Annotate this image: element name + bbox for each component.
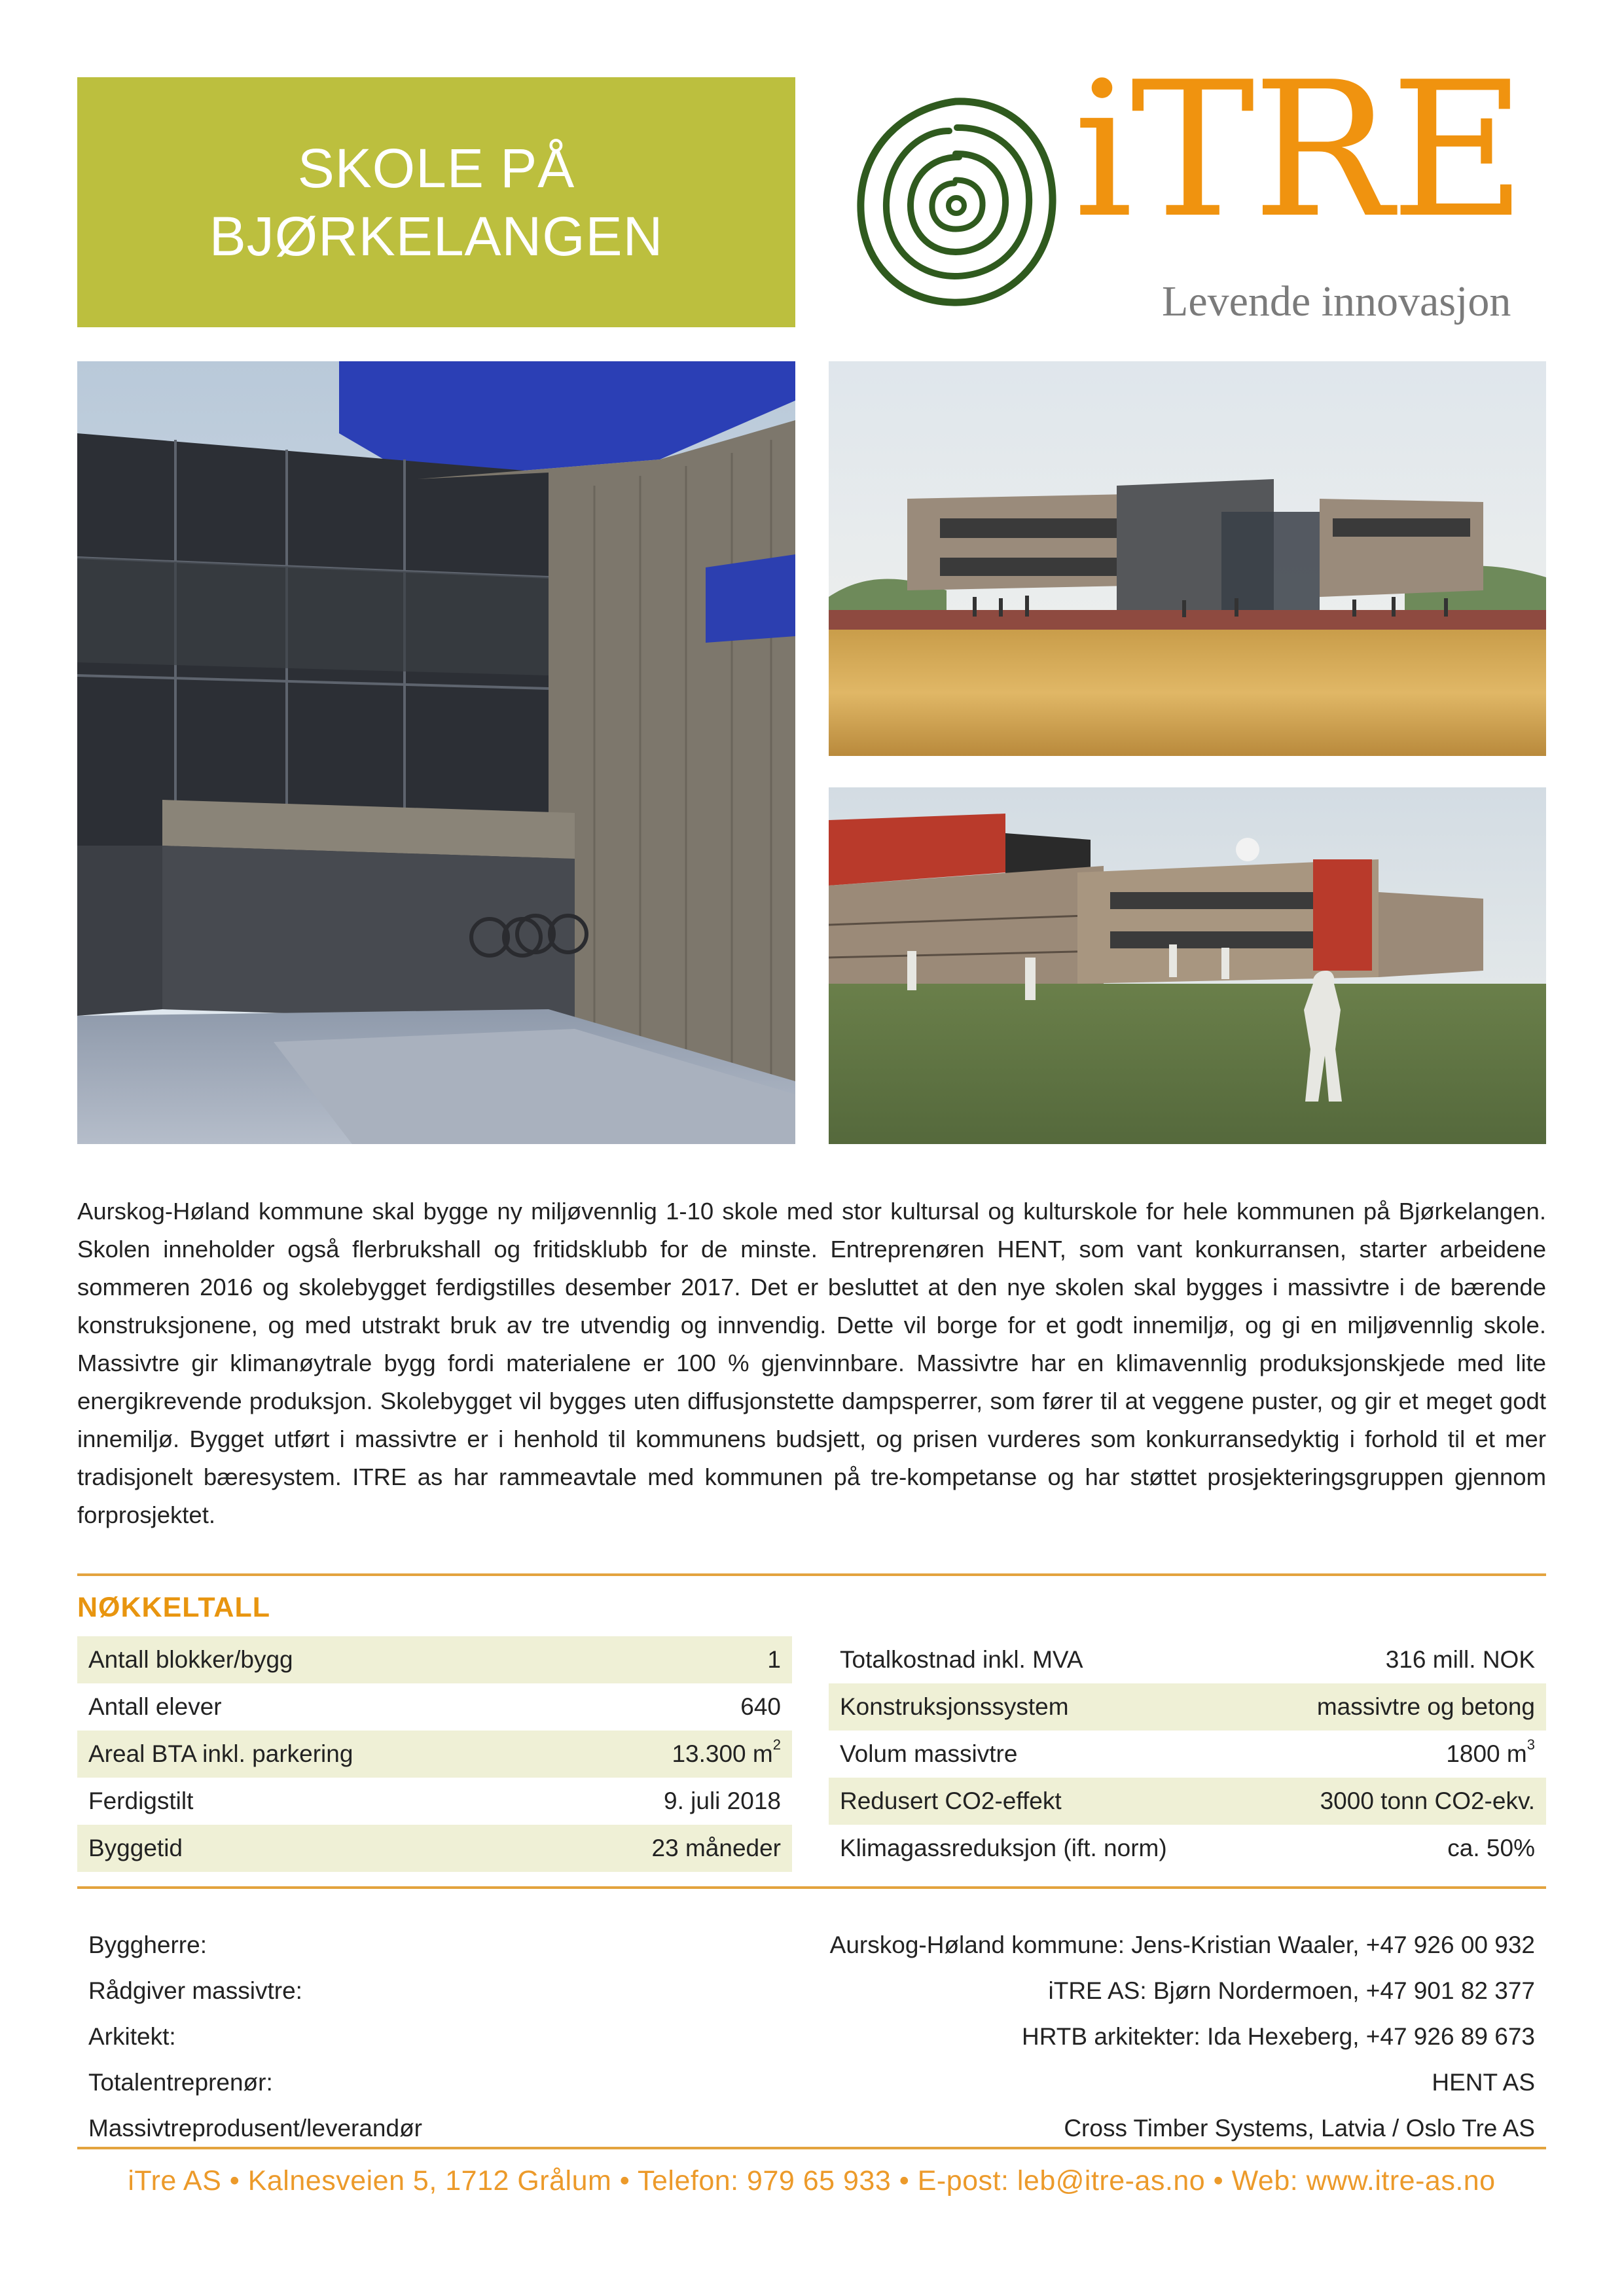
key-figure-value: 1800 $m^3$	[1446, 1736, 1535, 1767]
party-role: Totalentreprenør:	[88, 2069, 273, 2096]
key-figure-label: Konstruksjonssystem	[840, 1693, 1069, 1720]
party-name: HENT AS	[1432, 2069, 1535, 2096]
party-name: Cross Timber Systems, Latvia / Oslo Tre AS	[1064, 2115, 1535, 2142]
spiral-rings-icon	[844, 85, 1067, 321]
key-figure-row	[829, 1825, 1546, 1872]
courtyard-render-image	[77, 361, 795, 1144]
divider	[77, 1886, 1546, 1889]
divider	[77, 1573, 1546, 1576]
party-role: Rådgiver massivtre:	[88, 1977, 302, 2004]
key-figure-row	[77, 1683, 792, 1731]
project-parties	[77, 1922, 1546, 2151]
key-figure-row	[77, 1778, 792, 1825]
key-figure-value: massivtre og betong	[1316, 1693, 1535, 1720]
project-description: Aurskog-Høland kommune skal bygge ny miljøvennlig 1-10 skole med stor kultursal og kulturskole for hele kommunen på Bjørkelangen. Skolen inneholder også flerbrukshall og fritidsklubb for de minste. Entreprenøren HENT, som vant konkurransen, starter arbeidene sommeren 2016 og skolebygget ferdigstilles desember 2017. Det er besluttet at den nye skolen skal bygges i massivtre i de bærende konstruksjonene, og med utstrakt bruk av tre utvendig og innvendig. Dette vil borge for et godt innemiljø, og gi en miljøvennlig skole. Massivtre gir klimanøytrale bygg fordi materialene er 100 % gjenvinnbare. Massivtre har en klimavennlig produksjonskjede med lite energikrevende produksjon. Skolebygget vil bygges uten diffusjonstette dampsperrer, som fører til at veggene puster, og gir et meget godt innemiljø. Bygget utført i massivtre er i henhold til kommunens budsjett, og prisen vurderes som konkurransedyktig i forhold til et mer tradisjonelt bæresystem. ITRE as har rammeavtale med kommunen på tre-kompetanse og har støttet prosjekteringsgruppen gjennom forprosjektet.	[77, 1198, 1546, 1528]
party-row	[77, 1968, 1546, 2014]
itre-logo	[844, 42, 1551, 327]
key-figure-label: Ferdigstilt	[88, 1787, 194, 1814]
key-figure-value: 3000 tonn CO2-ekv.	[1320, 1787, 1535, 1814]
key-figure-label: Antall blokker/bygg	[88, 1646, 293, 1673]
key-figure-row	[829, 1683, 1546, 1731]
key-figure-value: 1	[767, 1646, 781, 1673]
logo-tagline: Levende innovasjon	[1162, 278, 1511, 325]
key-figure-value: 316 mill. NOK	[1385, 1646, 1535, 1673]
party-row	[77, 2060, 1546, 2106]
party-role: Arkitekt:	[88, 2023, 176, 2050]
party-name: Aurskog-Høland kommune: Jens-Kristian Waaler, +47 926 00 932	[829, 1931, 1535, 1958]
superscript: 3	[1526, 1736, 1535, 1753]
key-figures-left-table	[77, 1636, 792, 1872]
superscript: 2	[772, 1736, 781, 1753]
key-figure-value: 13.300 $m^2$	[672, 1736, 781, 1767]
party-role: Byggherre:	[88, 1931, 207, 1958]
key-figure-row	[77, 1636, 792, 1683]
key-figures-heading: NØKKELTALL	[77, 1592, 271, 1623]
logo-wordmark: iTRE	[1074, 42, 1524, 259]
key-figure-row	[829, 1778, 1546, 1825]
title-line-2: BJØRKELANGEN	[209, 206, 664, 267]
title-box	[77, 77, 795, 327]
divider	[77, 2147, 1546, 2149]
key-figure-label: Antall elever	[88, 1693, 222, 1720]
key-figure-row	[77, 1825, 792, 1872]
title-line-1: SKOLE PÅ	[297, 137, 575, 199]
key-figure-label: Volum massivtre	[840, 1740, 1018, 1767]
key-figure-value: 640	[740, 1693, 781, 1720]
key-figure-value: ca. 50%	[1447, 1835, 1535, 1861]
party-row	[77, 2106, 1546, 2151]
footer-contact: iTre AS • Kalnesveien 5, 1712 Grålum • Telefon: 979 65 933 • E-post: leb@itre-as.no • Web: www.itre-as.no	[128, 2165, 1496, 2197]
party-row	[77, 2014, 1546, 2060]
key-figure-row	[829, 1636, 1546, 1683]
party-role: Massivtreprodusent/leverandør	[88, 2115, 422, 2142]
key-figure-row	[77, 1731, 792, 1778]
field-view-render-image	[829, 361, 1546, 756]
key-figure-label: Byggetid	[88, 1835, 183, 1861]
party-name: HRTB arkitekter: Ida Hexeberg, +47 926 89 673	[1022, 2023, 1535, 2050]
key-figure-row	[829, 1731, 1546, 1778]
key-figure-value: 23 måneder	[651, 1835, 781, 1861]
key-figure-label: Klimagassreduksjon (ift. norm)	[840, 1835, 1167, 1861]
party-row	[77, 1922, 1546, 1968]
party-name: iTRE AS: Bjørn Nordermoen, +47 901 82 377	[1048, 1977, 1535, 2004]
key-figure-value: 9. juli 2018	[664, 1787, 781, 1814]
lawn-view-render-image	[829, 787, 1546, 1144]
key-figure-label: Areal BTA inkl. parkering	[88, 1740, 353, 1767]
key-figure-label: Totalkostnad inkl. MVA	[840, 1646, 1083, 1673]
key-figure-label: Redusert CO2-effekt	[840, 1787, 1062, 1814]
key-figures-right-table	[829, 1636, 1546, 1872]
